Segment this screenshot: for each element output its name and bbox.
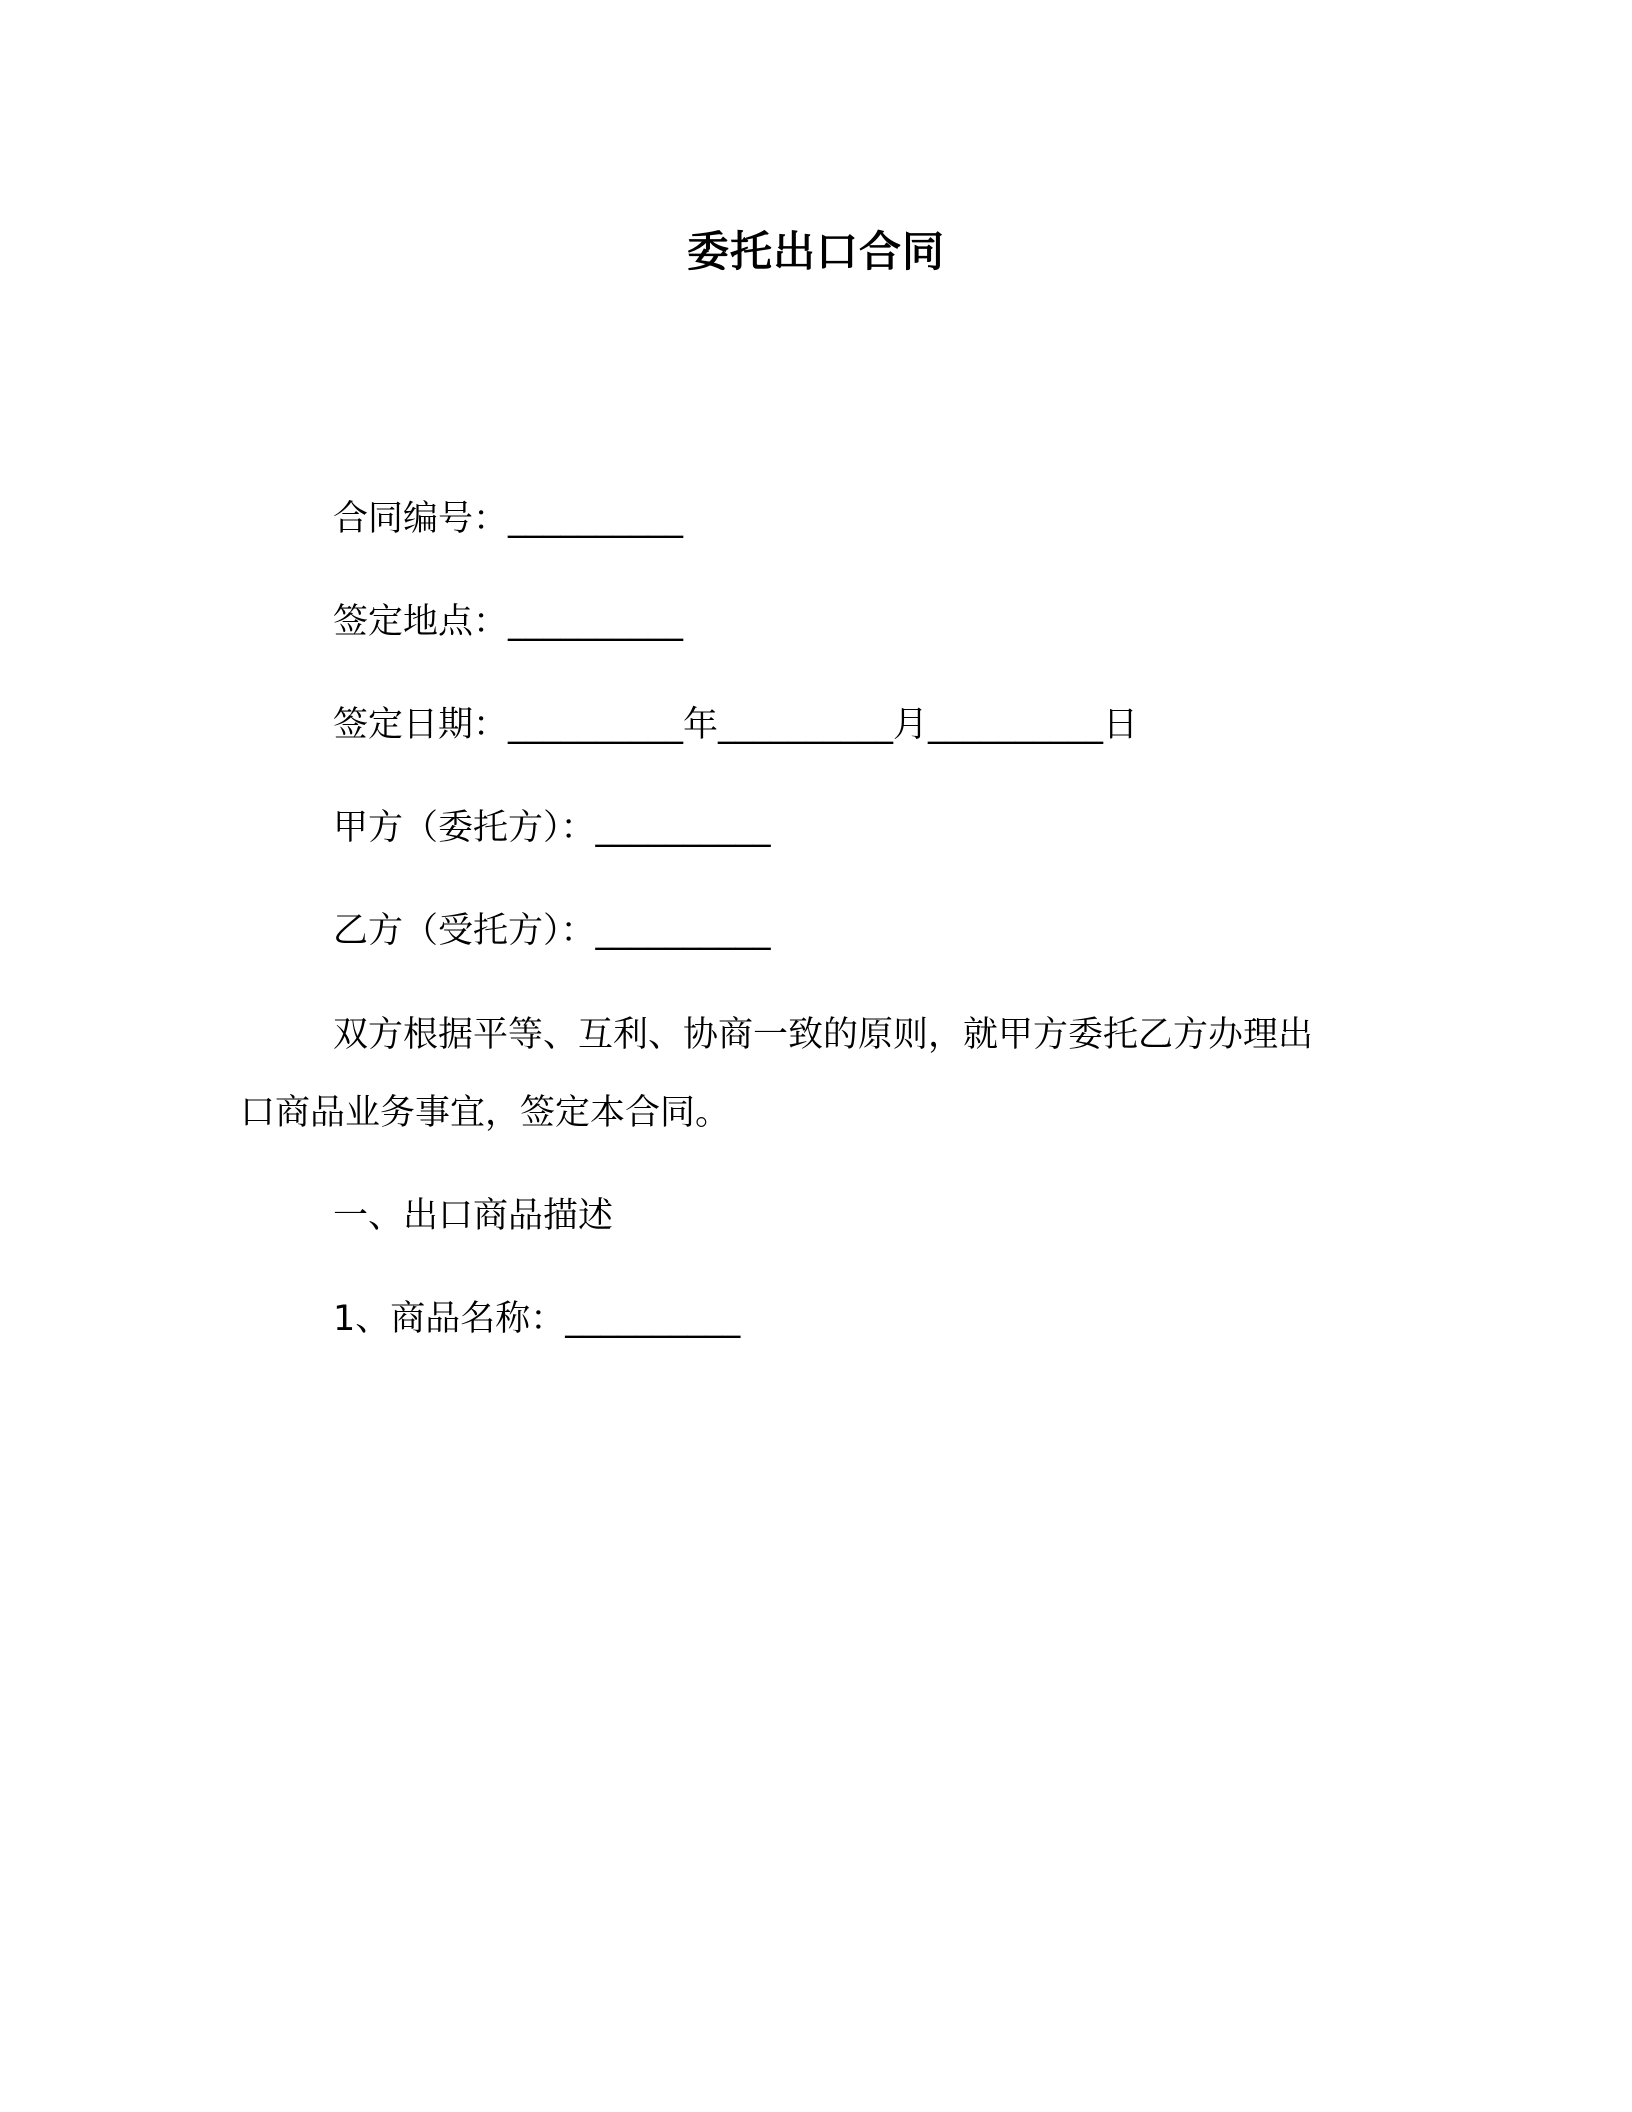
section-1-heading: 一、出口商品描述	[333, 1196, 614, 1236]
intro-line-1: 双方根据平等、互利、协商一致的原则，就甲方委托乙方办理出	[333, 1015, 1314, 1055]
contract-number-field: 合同编号：__________	[333, 499, 684, 539]
intro-paragraph	[240, 1010, 1390, 1138]
party-a-field: 甲方（委托方）：__________	[333, 808, 771, 848]
party-b-field: 乙方（受托方）：__________	[333, 911, 771, 951]
intro-line-2: 口商品业务事宜，签定本合同。	[240, 1093, 731, 1133]
sign-place-field: 签定地点：__________	[333, 602, 684, 642]
document-title: 委托出口合同	[686, 227, 945, 276]
section-1-item-1: 1、商品名称：__________	[333, 1299, 741, 1339]
sign-date-field: 签定日期：__________年__________月__________日	[333, 705, 1139, 745]
